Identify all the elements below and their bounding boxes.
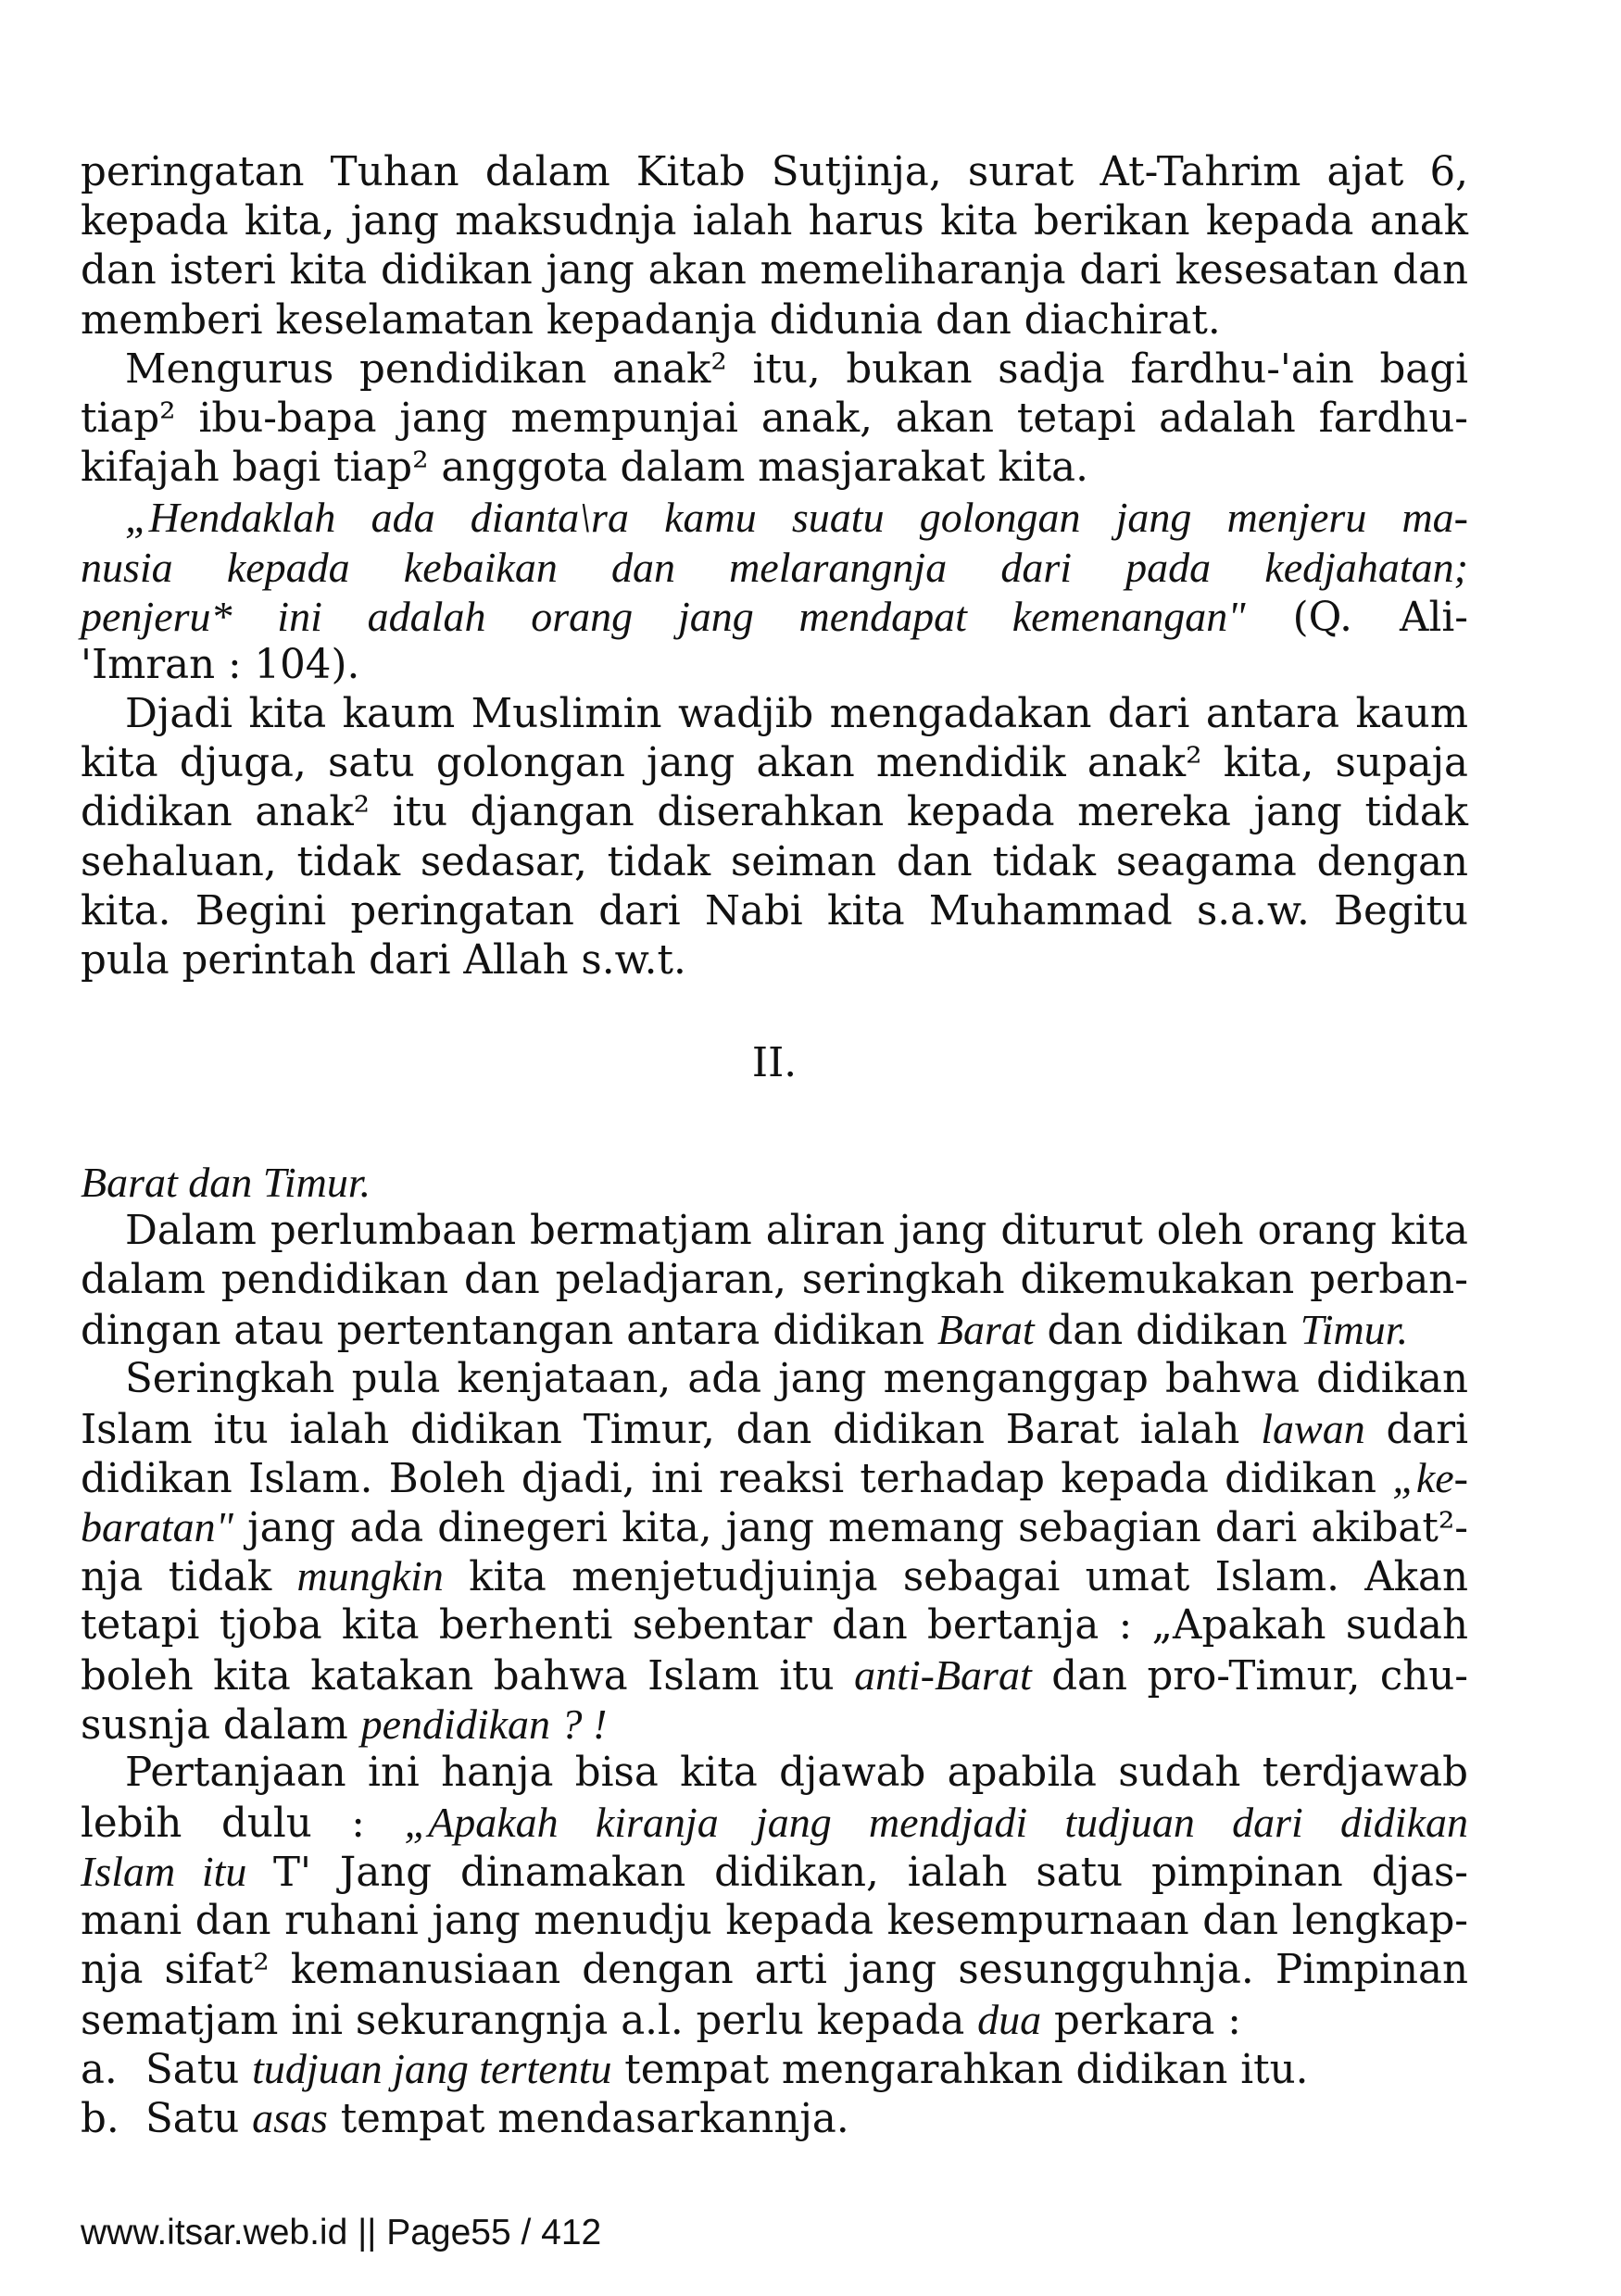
text-line: dan isteri kita didikan jang akan memeliharanja dari kesesatan dan bbox=[81, 247, 1468, 295]
text-line: Seringkah pula kenjataan, ada jang menganggap bahwa didikan bbox=[125, 1355, 1468, 1402]
text-line: sehaluan, tidak sedasar, tidak seiman dan tidak seagama dengan bbox=[81, 838, 1468, 885]
paragraph-2 bbox=[81, 345, 1468, 494]
emphasis: „Apakah kiranja jang mendjadi tudjuan dari didikan bbox=[404, 1799, 1468, 1847]
text-line: kita. Begini peringatan dari Nabi kita Muhammad s.a.w. Begitu bbox=[81, 887, 1468, 935]
text-line: Djadi kita kaum Muslimin wadjib mengadakan dari antara kaum bbox=[125, 691, 1468, 738]
text-run: jang ada dinegeri kita, jang memang sebagian dari akibat²- bbox=[233, 1505, 1468, 1552]
quote-line: „Hendaklah ada dianta\ra kamu suatu golongan jang menjeru ma- bbox=[125, 494, 1468, 542]
text-run: boleh kita katakan bahwa Islam itu bbox=[81, 1652, 855, 1700]
citation-text: (Q. Ali- bbox=[1245, 594, 1468, 641]
text-line: nja sifat² kemanusiaan dengan arti jang sesungguhnja. Pimpinan bbox=[81, 1946, 1468, 1993]
page-body bbox=[81, 148, 1469, 2143]
text-line: tetapi tjoba kita berhenti sebentar dan bertanja : „Apakah sudah bbox=[81, 1601, 1468, 1649]
text-line: tiap² ibu-bapa jang mempunjai anak, akan tetapi adalah fardhu- bbox=[81, 395, 1468, 442]
text-run: tempat mendasarkannja. bbox=[327, 2096, 849, 2143]
emphasis: anti-Barat bbox=[854, 1650, 1032, 1699]
text-line bbox=[81, 1453, 1468, 1502]
emphasis: mungkin bbox=[296, 1552, 444, 1600]
text-line bbox=[81, 1502, 1468, 1551]
text-line: pula perintah dari Allah s.w.t. bbox=[81, 937, 686, 984]
text-line bbox=[81, 1798, 1468, 1847]
list bbox=[81, 2044, 1468, 2142]
text-line bbox=[81, 1551, 1468, 1600]
emphasis: Timur. bbox=[1300, 1306, 1409, 1354]
quote-line-with-citation bbox=[81, 592, 1468, 641]
section-body bbox=[81, 1207, 1468, 2143]
text-run: Satu bbox=[145, 2047, 253, 2094]
text-line: Dalam perlumbaan bermatjam aliran jang diturut oleh orang kita bbox=[125, 1208, 1468, 1254]
list-marker: b. bbox=[81, 2096, 119, 2143]
quote-line: nusia kepada kebaikan dan melarangnja dari pada kedjahatan; bbox=[81, 543, 1468, 591]
text-line: dalam pendidikan dan peladjaran, seringkah dikemukakan perban- bbox=[81, 1257, 1468, 1304]
paragraph-7 bbox=[81, 1749, 1468, 2044]
text-run: perkara : bbox=[1041, 1998, 1241, 2044]
text-line: mani dan ruhani jang menudju kepada kesempurnaan dan lengkap- bbox=[81, 1897, 1468, 1944]
emphasis: dua bbox=[977, 1996, 1042, 2043]
paragraph-1 bbox=[81, 148, 1468, 345]
text-line bbox=[81, 1404, 1468, 1453]
text-run: sematjam ini sekurangnja a.l. perlu kepada bbox=[81, 1998, 978, 2044]
text-line bbox=[81, 1650, 1468, 1700]
section-title: II. bbox=[751, 1040, 798, 1086]
emphasis: asas bbox=[252, 2094, 328, 2142]
emphasis: baratan" bbox=[81, 1503, 233, 1551]
text-run: kita menjetudjuinja sebagai umat Islam. Akan bbox=[443, 1554, 1468, 1601]
text-line: peringatan Tuhan dalam Kitab Sutjinja, surat At-Tahrim ajat 6, bbox=[81, 149, 1468, 195]
paragraph-5 bbox=[81, 1207, 1468, 1355]
text-run: didikan Islam. Boleh djadi, ini reaksi terhadap kepada didikan bbox=[81, 1455, 1393, 1502]
text-run: dingan atau pertentangan antara didikan bbox=[81, 1308, 937, 1355]
text-line: didikan anak² itu djangan diserahkan kepada mereka jang tidak bbox=[81, 789, 1468, 836]
text-run: Satu bbox=[145, 2096, 253, 2143]
text-run: susnja dalam bbox=[81, 1701, 361, 1749]
list-marker: a. bbox=[81, 2047, 118, 2094]
text-line: memberi keselamatan kepadanja didunia dan diachirat. bbox=[81, 296, 1221, 344]
text-run: Islam itu ialah didikan Timur, dan didikan Barat ialah bbox=[81, 1406, 1262, 1453]
page-footer: www.itsar.web.id || Page55 / 412 bbox=[81, 2213, 602, 2252]
list-item bbox=[81, 2044, 1468, 2093]
text-line: kifajah bagi tiap² anggota dalam masjarakat kita. bbox=[81, 445, 1088, 492]
emphasis: Islam itu bbox=[81, 1848, 273, 1896]
emphasis: lawan bbox=[1261, 1404, 1365, 1452]
subheading: Barat dan Timur. bbox=[81, 1159, 371, 1206]
emphasis: tudjuan jang tertentu bbox=[252, 2045, 612, 2093]
emphasis: pendidikan ? ! bbox=[360, 1700, 608, 1748]
text-line bbox=[81, 1305, 1468, 1354]
text-line: kepada kita, jang maksudnja ialah harus kita berikan kepada anak bbox=[81, 198, 1468, 245]
text-run: T' bbox=[272, 1850, 311, 1897]
citation-end: 'Imran : 104). bbox=[81, 641, 360, 688]
text-run: tempat mengarahkan didikan itu. bbox=[611, 2047, 1309, 2094]
quote-text: penjeru* ini adalah orang jang mendapat kemenangan" bbox=[81, 592, 1246, 640]
emphasis: „ke- bbox=[1392, 1453, 1468, 1501]
text-line bbox=[81, 1847, 1468, 1896]
text-run: Jang dinamakan didikan, ialah satu pimpinan djas- bbox=[310, 1850, 1469, 1897]
text-line bbox=[81, 1700, 1468, 1749]
text-line bbox=[81, 1995, 1468, 2044]
text-run: nja tidak bbox=[81, 1554, 297, 1601]
list-item bbox=[81, 2093, 1468, 2142]
paragraph-6 bbox=[81, 1355, 1468, 1750]
text-run: dari bbox=[1364, 1406, 1468, 1453]
text-line: kita djuga, satu golongan jang akan mendidik anak² kita, supaja bbox=[81, 740, 1468, 787]
text-run: lebih dulu : bbox=[81, 1800, 405, 1848]
text-line: Pertanjaan ini hanja bisa kita djawab apabila sudah terdjawab bbox=[125, 1750, 1468, 1797]
text-line: Mengurus pendidikan anak² itu, bukan sadja fardhu-'ain bagi bbox=[125, 345, 1468, 393]
paragraph-4 bbox=[81, 690, 1468, 985]
quran-quote bbox=[81, 493, 1468, 690]
text-run: dan pro-Timur, chu- bbox=[1031, 1652, 1468, 1700]
emphasis: Barat bbox=[936, 1306, 1035, 1354]
text-run: dan didikan bbox=[1034, 1308, 1301, 1355]
